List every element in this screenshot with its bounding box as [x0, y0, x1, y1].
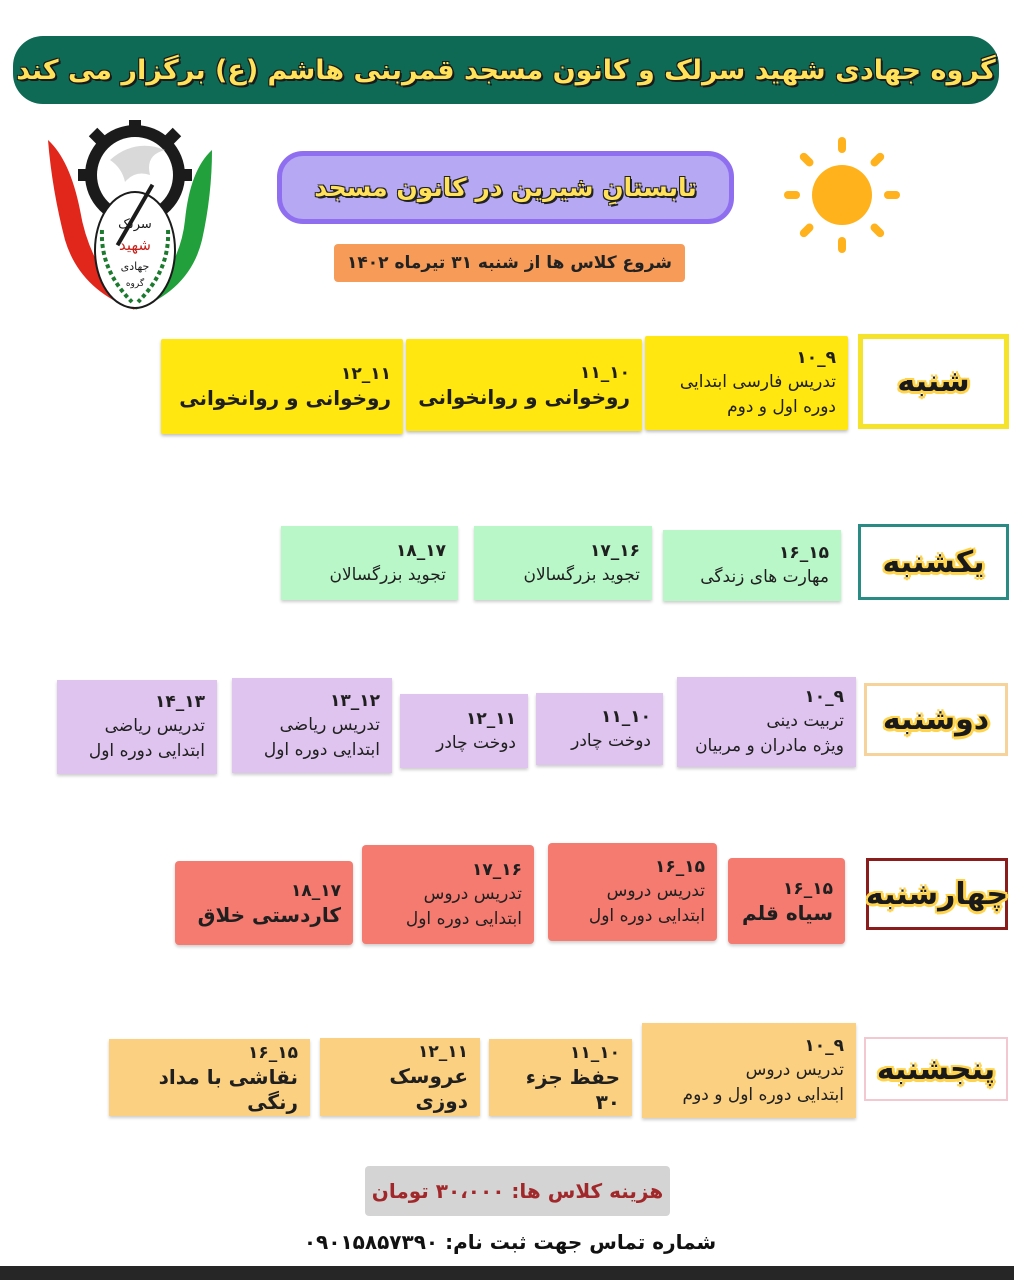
- class-card: [474, 526, 652, 600]
- contact-info: [260, 1222, 760, 1262]
- group-logo: [40, 120, 220, 330]
- class-subtitle: ابتدایی دوره اول: [88, 741, 205, 761]
- header-banner: [13, 36, 999, 104]
- class-card: [109, 1039, 310, 1116]
- class-title: تدریس دروس: [606, 881, 705, 901]
- class-title: روخوانی و روانخوانی: [179, 386, 391, 410]
- class-title: نقاشی با مداد رنگی: [158, 1064, 298, 1114]
- logo-line-2: شهید: [119, 236, 151, 254]
- fee-box: [365, 1166, 670, 1216]
- class-time: ۱۰_۱۱: [569, 1042, 620, 1063]
- class-title: تربیت دینی: [766, 711, 844, 731]
- class-card: [57, 680, 217, 774]
- class-time: ۱۷_۱۸: [395, 540, 446, 561]
- class-title: تدریس ریاضی: [104, 716, 205, 736]
- class-time: ۱۳_۱۴: [154, 692, 205, 712]
- class-time: ۱۱_۱۲: [417, 1042, 468, 1062]
- class-subtitle: ابتدایی دوره اول: [588, 906, 705, 926]
- class-card: [645, 336, 848, 430]
- logo-line-3: جهادی: [120, 260, 150, 273]
- class-time: ۱۵_۱۶: [782, 878, 833, 899]
- class-card: [175, 861, 353, 945]
- class-time: ۱۵_۱۶: [654, 857, 705, 877]
- class-time: ۱۶_۱۷: [589, 540, 640, 561]
- class-subtitle: ابتدایی دوره اول: [263, 739, 380, 760]
- class-card: [548, 843, 717, 941]
- class-time: ۱۲_۱۳: [329, 690, 380, 711]
- class-card: [281, 526, 458, 600]
- class-card: [362, 845, 534, 944]
- class-card: [677, 677, 856, 767]
- class-time: ۹_۱۰: [804, 1035, 844, 1056]
- contact-text: شماره تماس جهت ثبت نام: ۰۹۰۱۵۸۵۷۳۹۰: [303, 1230, 717, 1254]
- logo-line-1: سرلک: [118, 217, 152, 232]
- subtitle-pill: [277, 151, 734, 224]
- class-card: [400, 694, 528, 768]
- class-title: حفظ جزء ۳۰: [525, 1064, 620, 1114]
- logo-line-4: گروه: [125, 279, 145, 289]
- class-subtitle: ابتدایی دوره اول: [405, 908, 522, 929]
- class-time: ۱۱_۱۲: [340, 364, 391, 384]
- class-title: تدریس دروس: [423, 883, 522, 904]
- class-title: تدریس دروس: [745, 1059, 844, 1080]
- class-time: ۱۱_۱۲: [465, 708, 516, 729]
- day-label-wednesday: چهارشنبه: [866, 858, 1008, 930]
- class-time: ۹_۱۰: [796, 348, 836, 368]
- class-subtitle: دوره اول و دوم: [727, 397, 836, 417]
- class-title: سیاه قلم: [741, 900, 833, 925]
- fee-text: هزینه کلاس ها: ۳۰،۰۰۰ تومان: [371, 1179, 664, 1203]
- start-date-text: شروع کلاس ها از شنبه ۳۱ تیرماه ۱۴۰۲: [347, 253, 672, 273]
- sun-icon: [782, 135, 902, 255]
- class-time: ۱۷_۱۸: [290, 880, 341, 901]
- class-time: ۹_۱۰: [804, 687, 844, 707]
- class-time: ۱۵_۱۶: [778, 543, 829, 563]
- class-card: [536, 693, 663, 765]
- class-card: [320, 1038, 480, 1116]
- class-title: دوخت چادر: [436, 732, 516, 753]
- class-card: [663, 530, 841, 601]
- subtitle-text: تابستانِ شیرین در کانون مسجد: [314, 173, 697, 202]
- bottom-bar: [0, 1266, 1014, 1280]
- class-time: ۱۰_۱۱: [579, 362, 630, 383]
- class-title: دوخت چادر: [571, 730, 651, 751]
- class-title: تجوید بزرگسالان: [329, 564, 446, 585]
- class-time: ۱۰_۱۱: [600, 706, 651, 727]
- class-title: تجوید بزرگسالان: [523, 564, 640, 585]
- class-title: تدریس ریاضی: [279, 714, 380, 735]
- class-title: عروسک دوزی: [389, 1064, 468, 1113]
- day-label-monday: دوشنبه: [864, 683, 1008, 756]
- class-title: مهارت های زندگی: [700, 567, 829, 587]
- class-card: [161, 339, 403, 434]
- class-title: روخوانی و روانخوانی: [418, 384, 630, 409]
- day-label-thursday: پنجشنبه: [864, 1037, 1008, 1101]
- class-subtitle: ویژه مادران و مربیان: [695, 736, 844, 756]
- class-title: تدریس فارسی ابتدایی: [679, 372, 836, 392]
- class-card: [728, 858, 845, 944]
- class-card: [232, 678, 392, 773]
- start-date-badge: [334, 244, 685, 282]
- class-time: ۱۶_۱۷: [471, 859, 522, 880]
- day-label-sunday: یکشنبه: [858, 524, 1009, 600]
- day-label-saturday: شنبه: [858, 334, 1009, 429]
- banner-text: گروه جهادی شهید سرلک و کانون مسجد قمربنی هاشم (ع) برگزار می کند: [16, 54, 996, 86]
- class-subtitle: ابتدایی دوره اول و دوم: [682, 1084, 844, 1105]
- class-card: [642, 1023, 856, 1118]
- class-card: [406, 339, 642, 431]
- class-time: ۱۵_۱۶: [247, 1042, 298, 1063]
- class-title: کاردستی خلاق: [197, 902, 341, 927]
- class-card: [489, 1039, 632, 1116]
